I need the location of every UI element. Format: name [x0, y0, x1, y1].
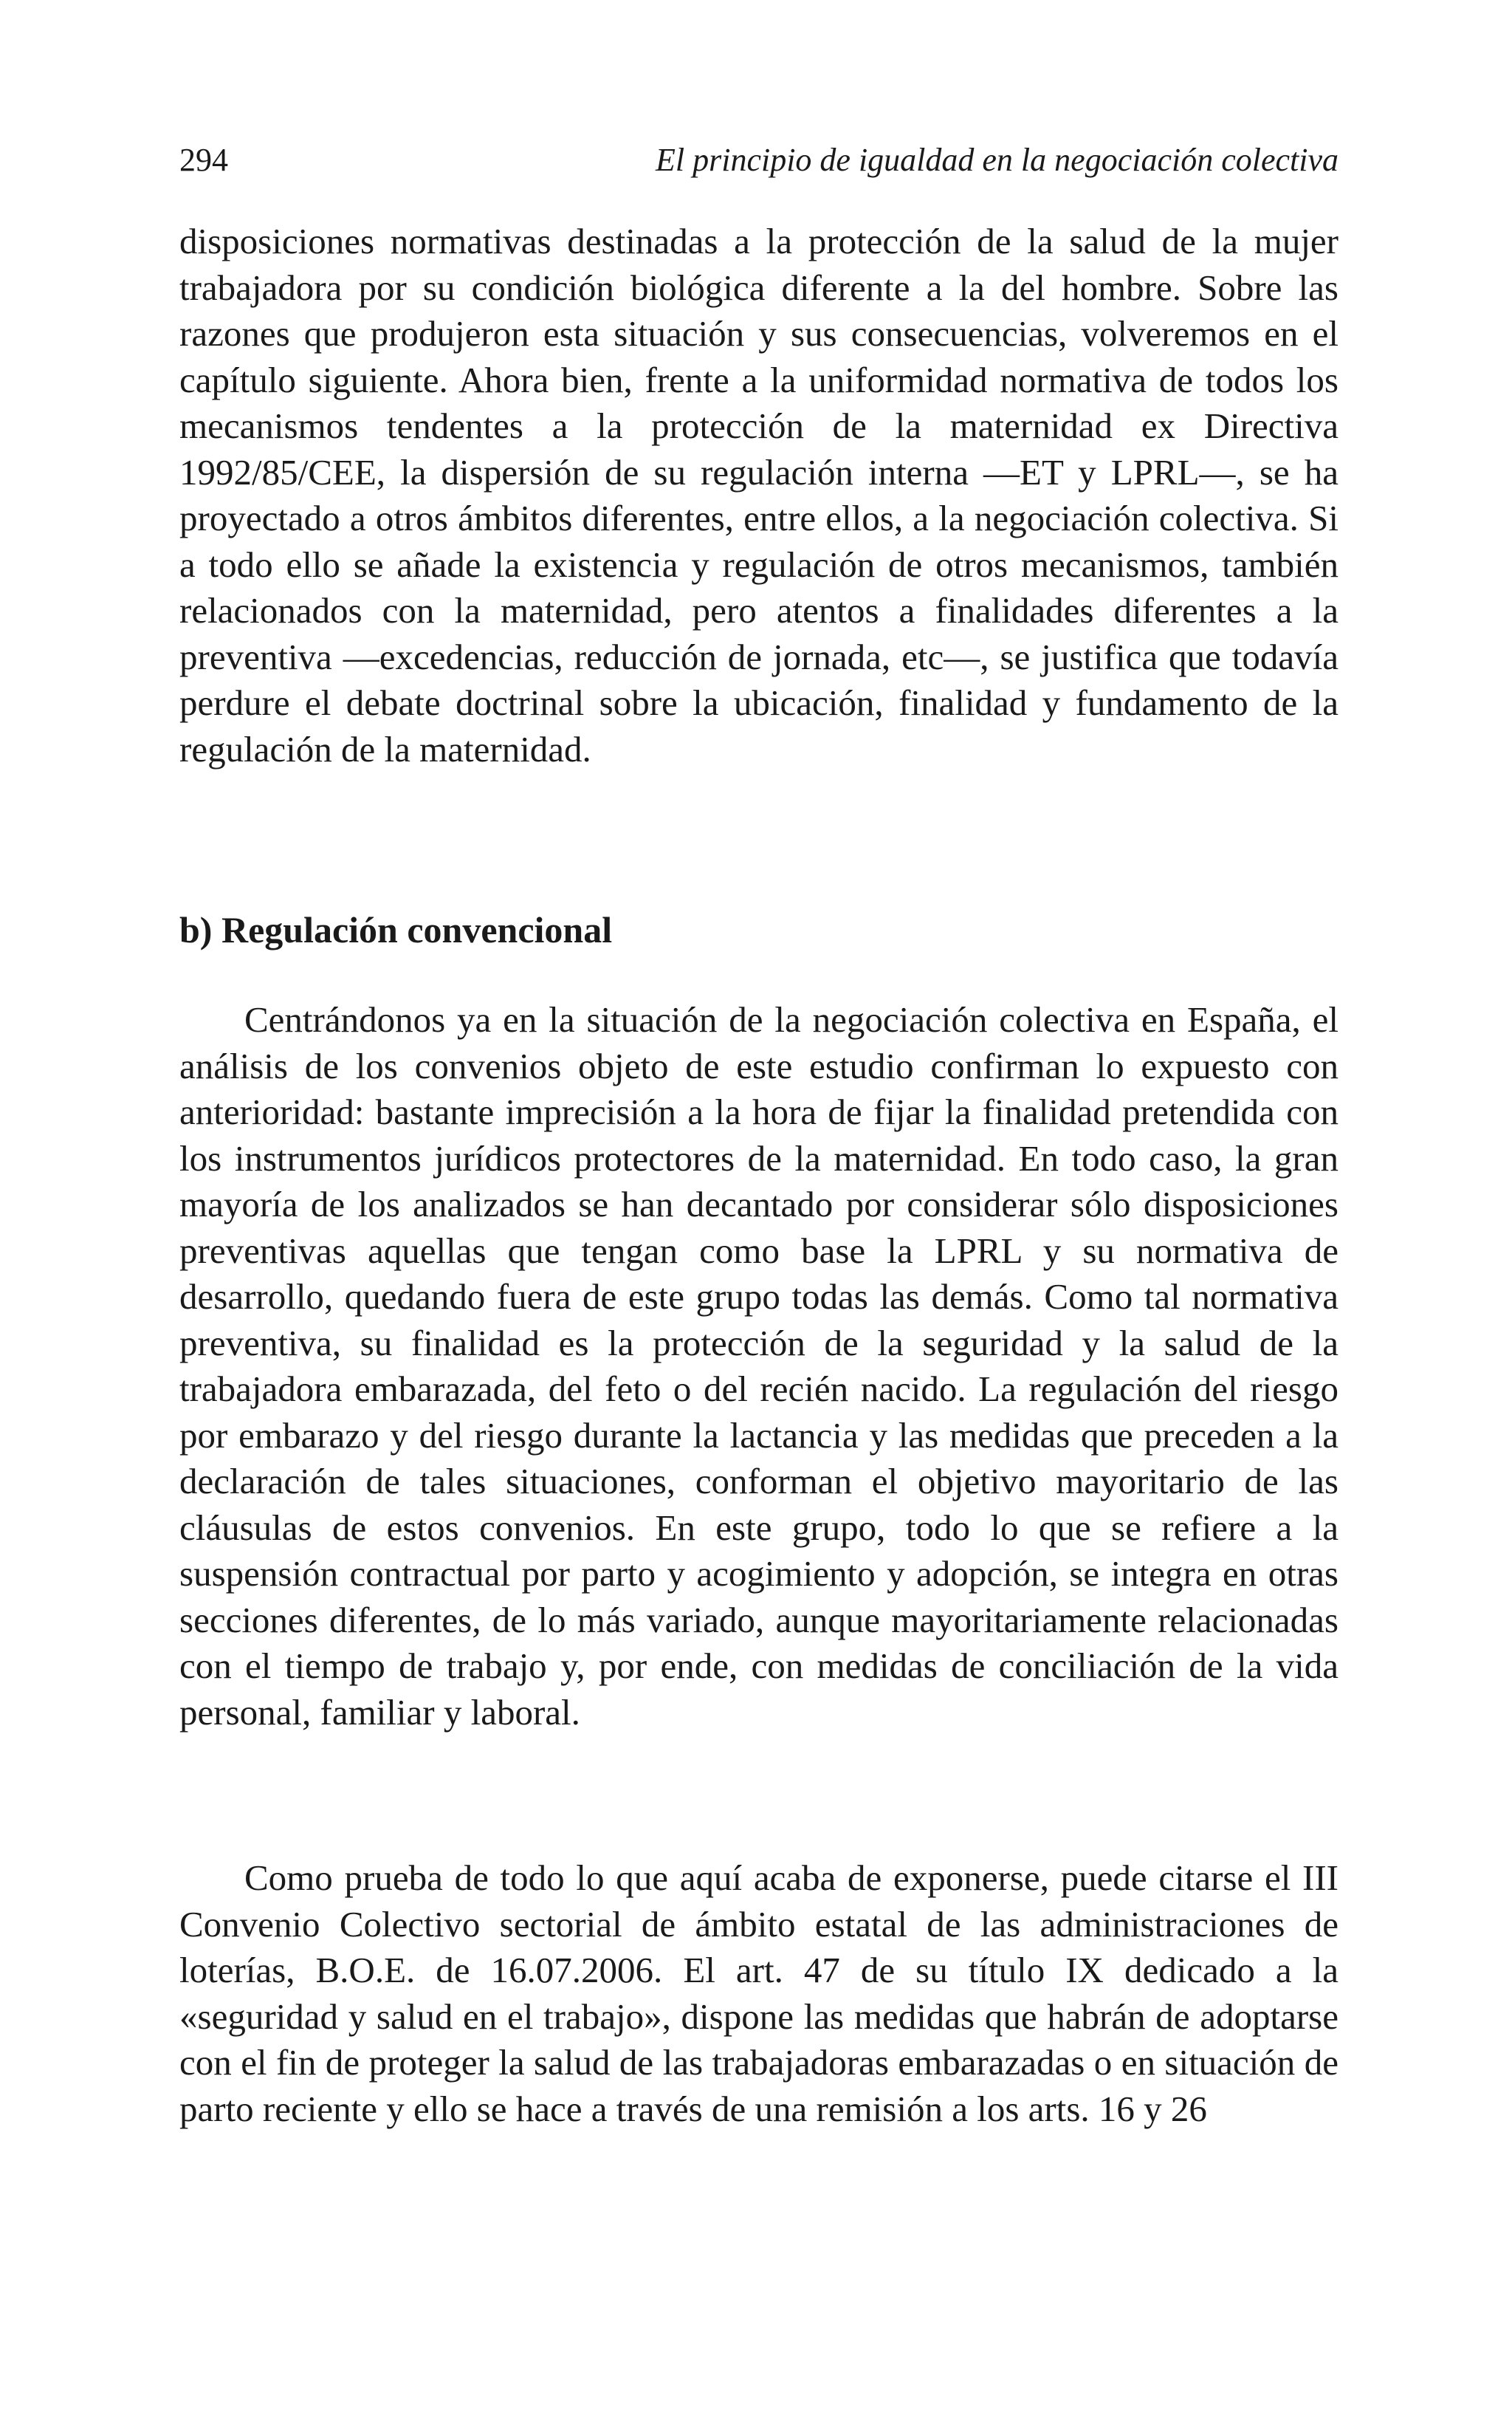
- running-title: El principio de igualdad en la negociación colectiva: [656, 142, 1339, 178]
- page-number: 294: [179, 142, 228, 178]
- running-head: [179, 134, 1339, 186]
- body-paragraph-3: Como prueba de todo lo que aquí acaba de exponerse, puede citarse el III Convenio Colectivo sectorial de ámbito estatal de las administraciones de loterías, B.O.E. de 16.07.2006. El art. 47 de su título IX dedicado a la «seguridad y salud en el trabajo», dispone las medidas que habrán de adoptarse con el fin de proteger la salud de las trabajadoras embarazadas o en situación de parto reciente y ello se hace a través de una remisión a los arts. 16 y 26: [179, 1857, 1339, 2129]
- body-paragraph-2: Centrándonos ya en la situación de la negociación colectiva en España, el análisis de los convenios objeto de este estudio confirman lo expuesto con anterioridad: bastante imprecisión a la hora de fijar la finalidad pretendida con los instrumentos jurídicos protectores de la maternidad. En todo caso, la gran mayoría de los analizados se han decantado por considerar sólo disposiciones preventivas aquellas que tengan como base la LPRL y su normativa de desarrollo, quedando fuera de este grupo todas las demás. Como tal normativa preventiva, su finalidad es la protección de la seguridad y la salud de la trabajadora embarazada, del feto o del recién nacido. La regulación del riesgo por embarazo y del riesgo durante la lactancia y las medidas que preceden a la declaración de tales situaciones, conforman el objetivo mayoritario de las cláusulas de estos convenios. En este grupo, todo lo que se refiere a la suspensión contractual por parto y acogimiento y adopción, se integra en otras secciones diferentes, de lo más variado, aunque mayoritariamente relacionadas con el tiempo de trabajo y, por ende, con medidas de conciliación de la vida personal, familiar y laboral.: [179, 999, 1339, 1733]
- body-paragraph-1: disposiciones normativas destinadas a la protección de la salud de la mujer trabajadora por su condición biológica diferente a la del hombre. Sobre las razones que produjeron esta situación y sus consecuencias, volveremos en el capítulo siguiente. Ahora bien, frente a la uniformidad normativa de todos los mecanismos tendentes a la protección de la maternidad ex Directiva 1992/85/CEE, la dispersión de su regulación interna —ET y LPRL—, se ha proyectado a otros ámbitos diferentes, entre ellos, a la negociación colectiva. Si a todo ello se añade la existencia y regulación de otros mecanismos, también relacionados con la maternidad, pero atentos a finalidades diferentes a la preventiva —excedencias, reducción de jornada, etc—, se justifica que todavía perdure el debate doctrinal sobre la ubicación, finalidad y fundamento de la regulación de la maternidad.: [179, 221, 1339, 770]
- section-heading: b) Regulación convencional: [179, 909, 613, 950]
